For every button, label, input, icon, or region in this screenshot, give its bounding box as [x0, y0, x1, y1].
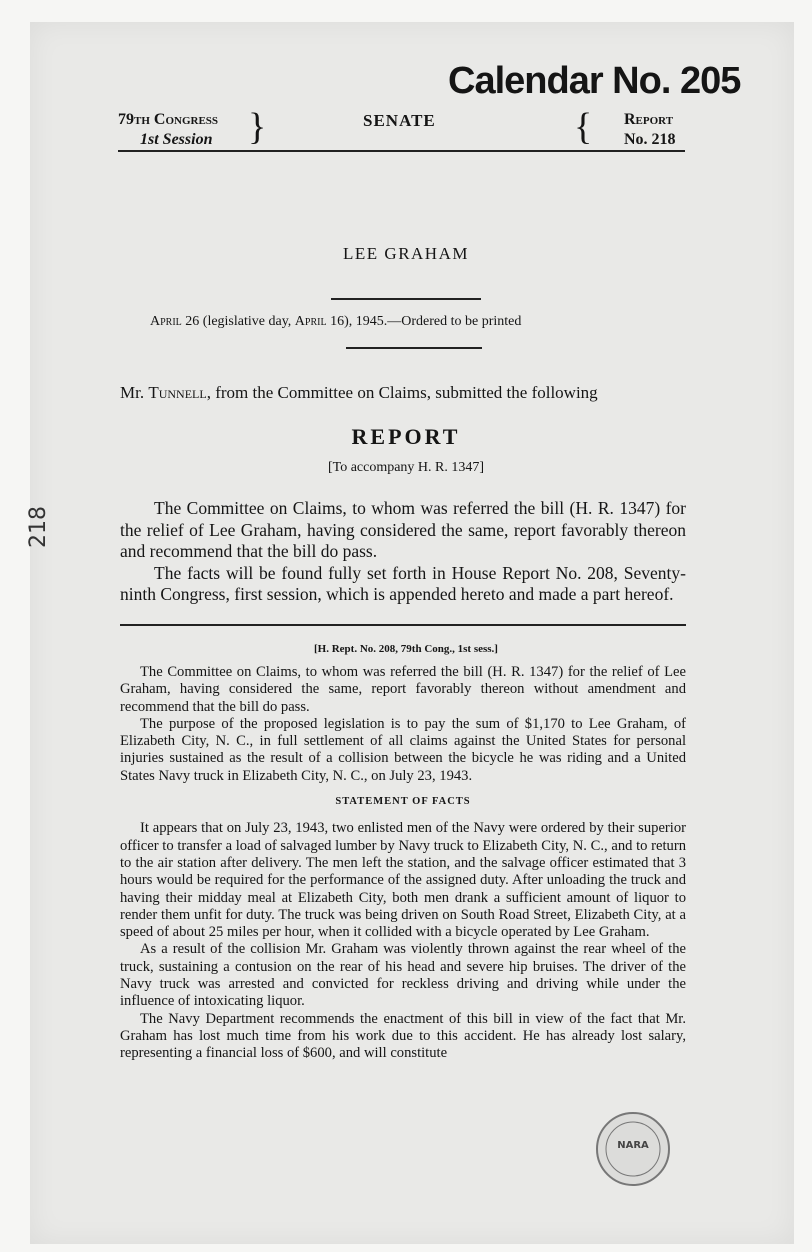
submitted-prefix: Mr.: [120, 383, 149, 402]
facts-paragraph: It appears that on July 23, 1943, two enlisted men of the Navy were ordered by their superior officer to transfer a load of salvaged lumber by Navy truck to Elizabeth City, N. C., and to return to the air station after delivery. The men left the station, and the salvage officer estimated that 3 hours would be required for the performance of the assigned duty. After unloading the truck and having their midday meal at Elizabeth City, both men drank a sufficient amount of liquor to render them unfit for duty. The truck was being driven on South Road Street, Elizabeth City, at a speed of about 25 miles per hour, when it collided with a bicycle operated by Lee Graham.: [120, 820, 686, 941]
submitted-rest: , from the Committee on Claims, submitted the following: [206, 383, 598, 402]
date-rule: [346, 347, 482, 349]
house-report-body: [120, 664, 686, 1063]
senate-paragraph: The facts will be found fully set forth in House Report No. 208, Seventy-ninth Congress, first session, which is appended hereto and made a part hereof.: [120, 562, 686, 604]
facts-paragraph: The Navy Department recommends the enactment of this bill in view of the fact that Mr. Graham has lost much time from his work due to this accident. He has already lost salary, representing a financial loss of $600, and will constitute: [120, 1010, 686, 1062]
report-number-block: [624, 110, 676, 150]
congress-session-block: [118, 110, 218, 150]
statement-of-facts-heading: STATEMENT OF FACTS: [335, 796, 471, 808]
accompany-note: [To accompany H. R. 1347]: [327, 460, 485, 475]
date-month-1: April: [150, 314, 182, 329]
date-part-2: 16), 1945.—Ordered to be printed: [326, 314, 522, 329]
date-part-1: 26 (legislative day,: [181, 314, 295, 329]
report-number: No. 218: [624, 131, 676, 148]
left-brace: }: [248, 106, 267, 148]
senate-paragraph: The Committee on Claims, to whom was referred the bill (H. R. 1347) for the relief of Lee Graham, having considered the same, report favorably thereon and recommend that the bill do pass.: [120, 498, 686, 561]
section-rule: [120, 624, 686, 626]
submitted-line: [120, 383, 598, 403]
house-paragraph: The purpose of the proposed legislation is to pay the sum of $1,170 to Lee Graham, of Elizabeth City, N. C., in full settlement of all claims against the United States for personal injuries sustained as the result of a collision between the bicycle he was riding and a United States Navy truck in Elizabeth City, N. C., on July 23, 1943.: [120, 715, 686, 784]
report-title: LEE GRAHAM: [343, 244, 469, 263]
calendar-number: Calendar No. 205: [448, 60, 741, 102]
senator-name: Tunnell: [148, 383, 207, 402]
right-brace: {: [574, 106, 593, 148]
house-report-reference: [H. Rept. No. 208, 79th Cong., 1st sess.]: [314, 643, 498, 655]
title-rule: [331, 298, 481, 300]
handwritten-margin-note: 218: [26, 506, 51, 548]
header-rule: [118, 150, 685, 152]
date-month-2: April: [294, 314, 327, 329]
stamp-text: NARA: [617, 1140, 649, 1151]
chamber-label: SENATE: [363, 111, 436, 130]
senate-report-body: [120, 498, 686, 606]
ordered-printed-line: [150, 314, 521, 330]
archive-stamp: [596, 1112, 670, 1186]
congress-label: 79th Congress: [118, 111, 219, 128]
house-paragraph: The Committee on Claims, to whom was referred the bill (H. R. 1347) for the relief of Lee Graham, having considered the same, report favorably thereon without amendment and recommend that the bill do pass.: [120, 664, 686, 715]
report-label: Report: [624, 111, 674, 128]
report-heading: REPORT: [351, 424, 461, 449]
facts-paragraph: As a result of the collision Mr. Graham was violently thrown against the rear wheel of the truck, sustaining a contusion on the rear of his head and severe hip bruises. The driver of the Navy truck was arrested and convicted for reckless driving and driving while under the influence of intoxicating liquor.: [120, 941, 686, 1010]
session-label: 1st Session: [140, 131, 213, 148]
